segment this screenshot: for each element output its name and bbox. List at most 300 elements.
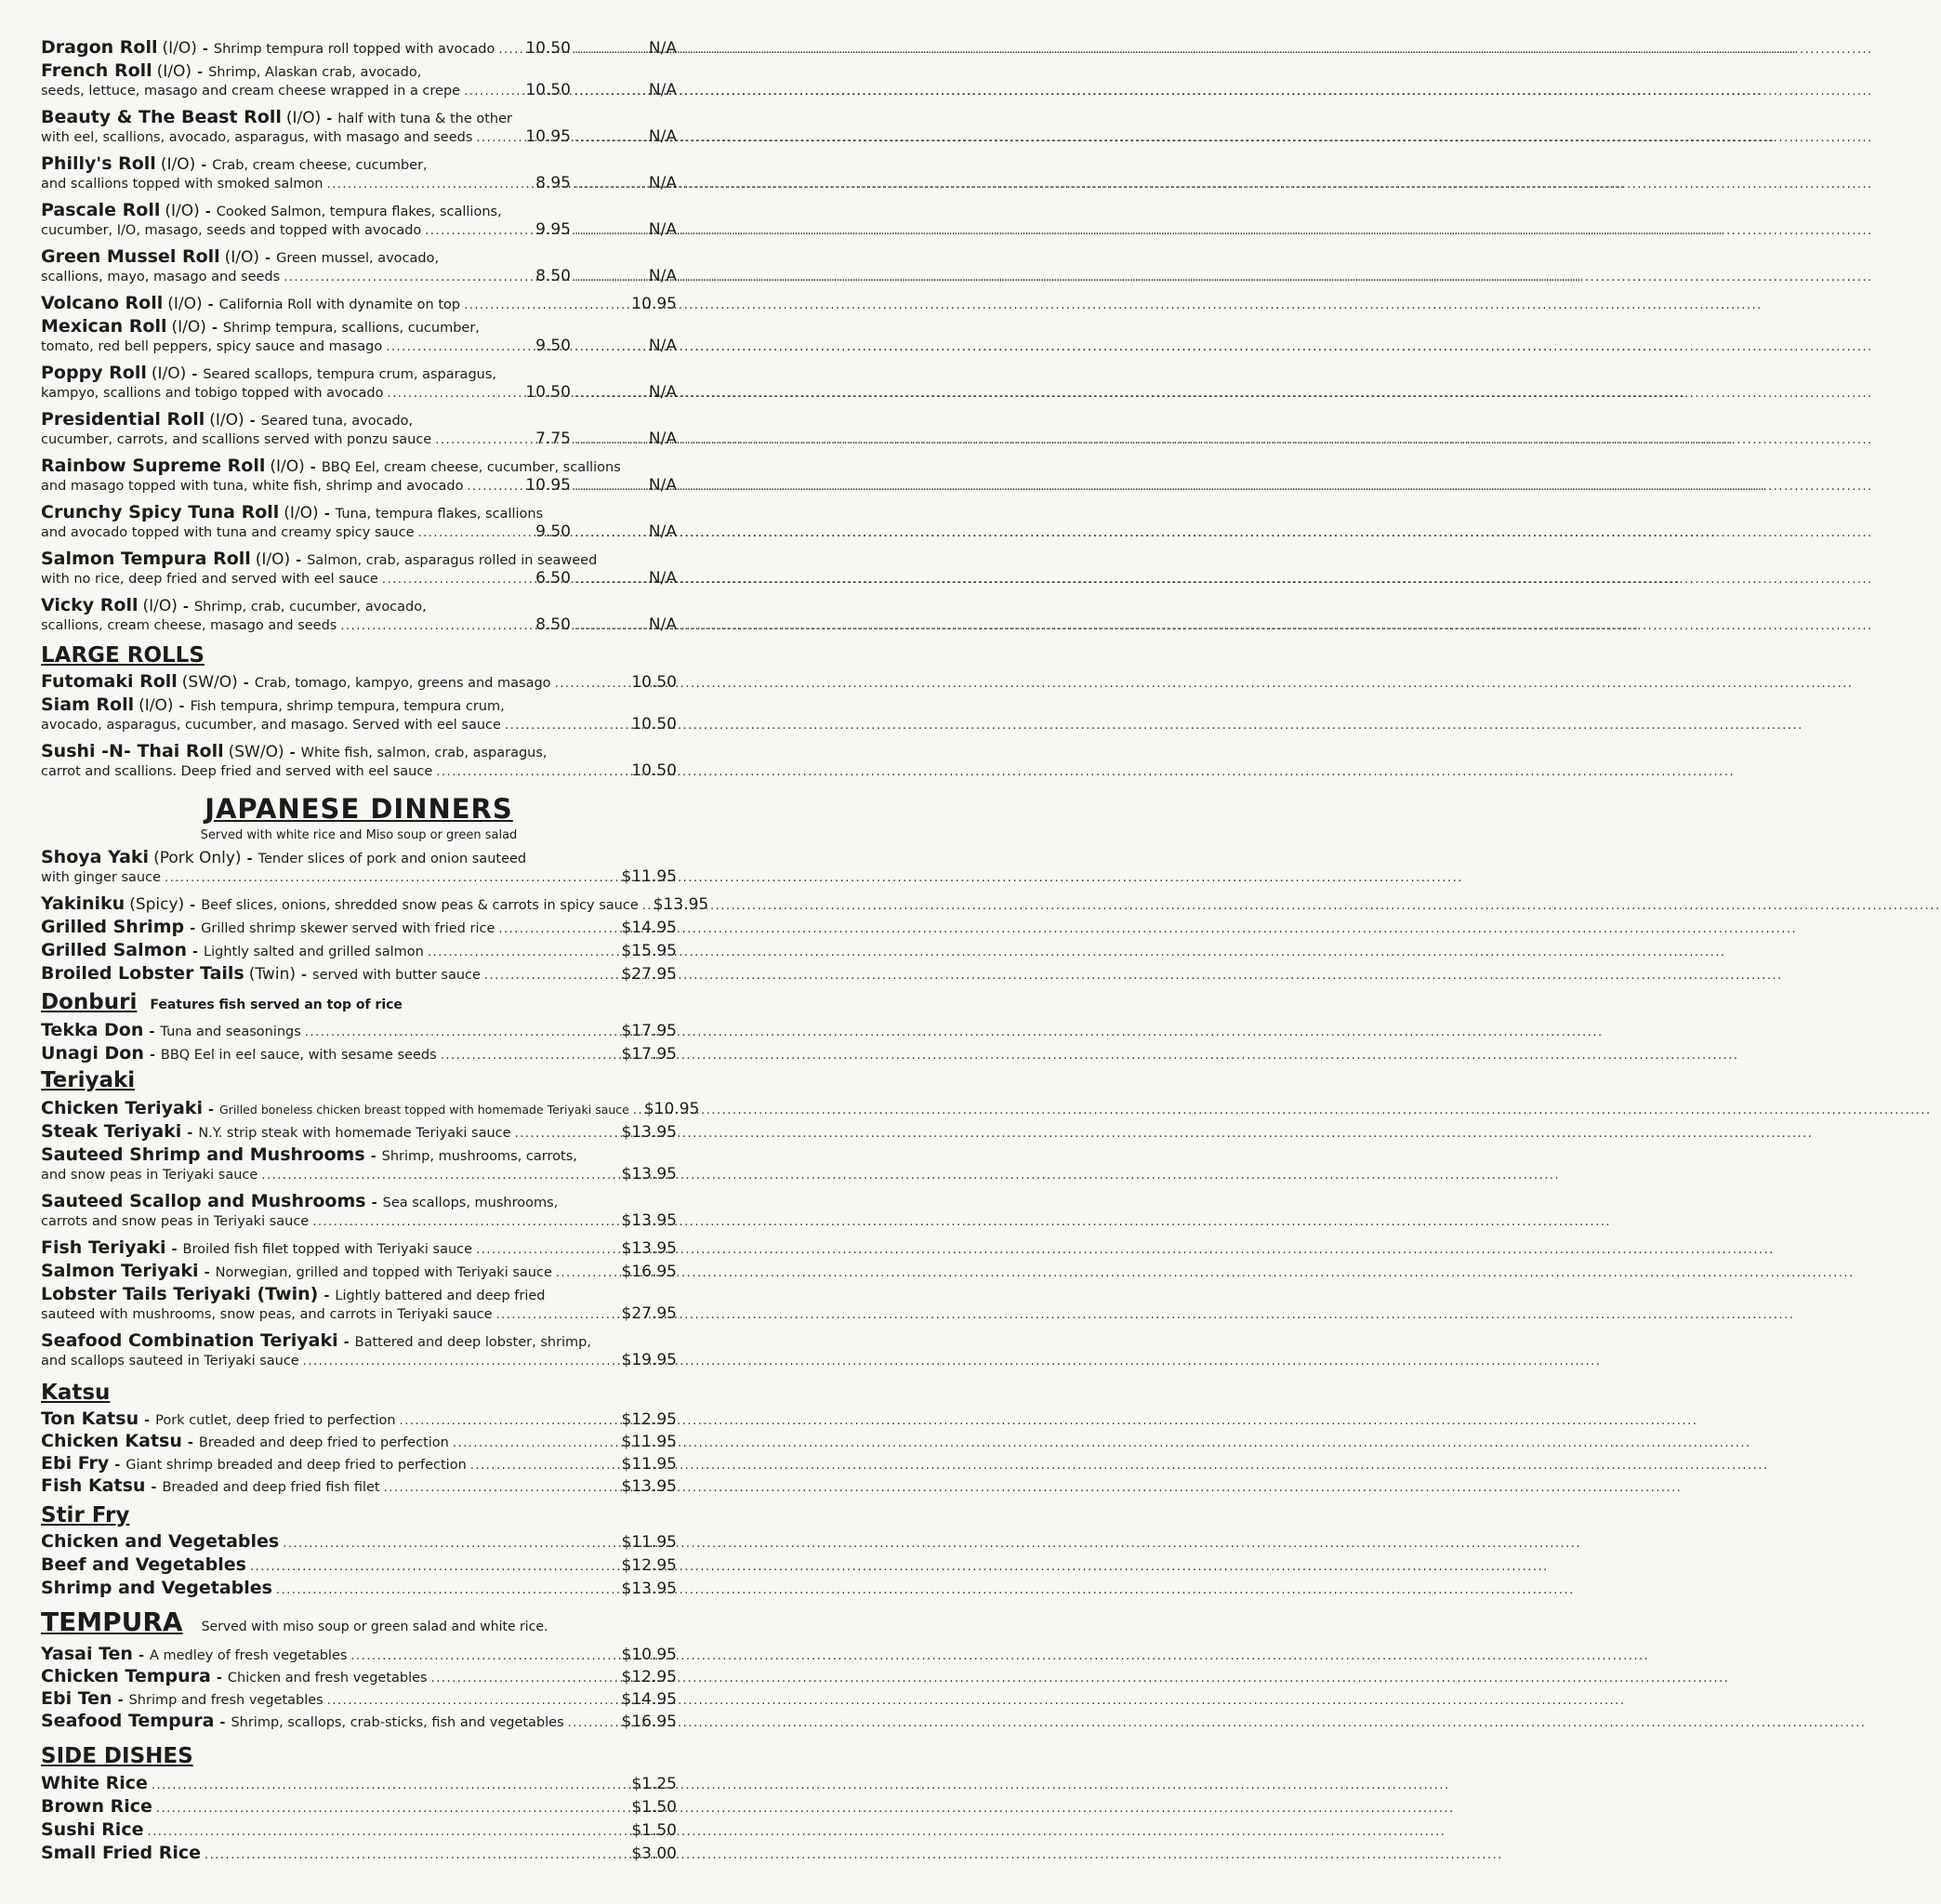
item-name: Dragon Roll [41,37,158,58]
item-separator: - [324,507,330,522]
item-line [41,1211,677,1230]
section-header-donburi-row [41,990,677,1014]
leader-dots [505,719,627,733]
item-line [41,174,677,192]
leader-dots [261,1169,617,1183]
item-separator: - [191,367,198,382]
leader-dots [498,922,617,936]
menu-item-salmon-tempura-roll [41,549,677,588]
menu-item-rainbow-supreme-roll [41,456,677,495]
leader-dots [418,526,512,540]
menu-item-chicken-tempura [41,1666,677,1686]
item-name: Ton Katsu [41,1408,139,1429]
item-price: 8.50 [535,267,571,285]
item-line [41,549,677,569]
item-price: 9.95 [535,220,571,239]
leader-dots [436,765,627,779]
leader-dots [574,271,640,284]
item-price: $12.95 [621,1556,677,1575]
item-tag: (I/O) [142,597,178,615]
item-line [41,246,677,267]
item-description: Fish tempura, shrimp tempura, tempura crum, [190,699,505,714]
menu-item-dragon-roll [41,37,677,58]
item-separator: - [205,205,211,219]
item-line [41,1666,677,1686]
item-line [41,1644,677,1664]
item-name: Chicken and Vegetables [41,1531,280,1552]
item-line [41,127,677,146]
item-price: $13.95 [621,1211,677,1230]
item-price: 10.50 [525,383,571,402]
item-tag: (I/O) [224,248,260,267]
leader-dots [574,619,640,633]
item-price: $11.95 [621,867,677,886]
leader-dots [574,526,640,540]
item-price: 10.50 [631,761,677,780]
item-description: Shrimp tempura, scallions, cucumber, [222,321,480,336]
leader-dots [633,1104,640,1117]
leader-dots [574,131,640,145]
item-price: 6.50 [535,569,571,588]
leader-dots [464,298,627,312]
item-line [41,761,677,780]
item-line [41,1144,677,1165]
leader-dots [384,1481,618,1495]
item-description: BBQ Eel in eel sauce, with sesame seeds [160,1048,437,1063]
item-tag: (Spicy) [129,895,185,914]
item-line [41,1453,677,1474]
item-price: $13.95 [621,1477,677,1496]
item-description-cont: cucumber, I/O, masago, seeds and topped with avocado [41,223,422,238]
section-header-katsu: Katsu [41,1381,111,1405]
item-price: $1.25 [631,1775,677,1793]
menu-item-steak-teriyaki [41,1121,677,1142]
item-price: 10.50 [525,81,571,99]
item-price: $14.95 [621,1690,677,1709]
section-header-large-rolls: LARGE ROLLS [41,643,205,668]
menu-item-pascale-roll [41,200,677,239]
item-description: Crab, tomago, kampyo, greens and masago [254,676,551,691]
item-line [41,847,677,867]
item-price: 8.50 [535,615,571,634]
section-header-tempura: TEMPURA [41,1606,183,1637]
item-description: Tender slices of pork and onion sauteed [257,852,527,866]
menu-item-chicken-and-vegetables [41,1531,677,1552]
menu-item-lobster-tails-teriyaki-twin [41,1284,677,1323]
item-tag: (SW/O) [181,673,238,692]
leader-dots [467,480,511,494]
item-price: $3.00 [631,1844,677,1863]
item-line [41,37,677,58]
item-line [41,1330,677,1351]
item-separator: - [249,414,256,429]
item-separator: - [187,1435,193,1450]
item-tag: (Twin) [248,965,296,984]
leader-dots [303,1355,618,1368]
item-price: $13.95 [653,895,709,914]
item-name: Seafood Combination Teriyaki [41,1330,338,1351]
menu-item-sushi-rice [41,1819,677,1840]
item-name: Yasai Ten [41,1644,133,1664]
item-line [41,1688,677,1709]
item-price: $27.95 [621,1304,677,1323]
leader-dots [431,1672,618,1686]
item-line [41,1819,677,1840]
item-name: Seafood Tempura [41,1711,215,1731]
item-price-alt: N/A [648,522,677,541]
item-price: 9.50 [535,522,571,541]
item-price: 7.75 [535,430,571,448]
item-price: 10.50 [525,39,571,58]
item-name: Presidential Roll [41,409,205,430]
leader-dots [574,433,640,447]
item-name: Lobster Tails Teriyaki (Twin) [41,1284,319,1304]
leader-dots [284,271,511,284]
item-price-alt: N/A [648,615,677,634]
item-line [41,267,677,285]
item-separator: - [207,298,214,312]
item-separator: - [197,65,204,80]
menu-item-siam-roll [41,694,677,734]
menu-item-green-mussel-roll [41,246,677,285]
item-description: Crab, cream cheese, cucumber, [212,158,428,173]
item-line [41,1531,677,1552]
item-description-cont: cucumber, carrots, and scallions served with ponzu sauce [41,432,432,447]
item-line [41,615,677,634]
item-price: 10.95 [525,127,571,146]
item-name: Salmon Teriyaki [41,1261,199,1281]
item-price: $11.95 [621,1433,677,1451]
item-separator: - [219,1715,226,1730]
item-separator: - [187,1126,193,1141]
item-description: Grilled boneless chicken breast topped with homemade Teriyaki sauce [219,1103,629,1117]
item-description: California Roll with dynamite on top [218,298,461,312]
menu-item-mexican-roll [41,316,677,355]
item-description-cont: with ginger sauce [41,870,162,885]
item-price: $15.95 [621,942,677,960]
leader-dots [555,677,628,691]
item-price-alt: N/A [648,337,677,355]
menu-item-seafood-combination-teriyaki [41,1330,677,1369]
leader-dots [250,1560,618,1574]
item-tag: (I/O) [285,109,322,127]
item-description-cont: and scallions topped with smoked salmon [41,177,324,192]
item-line [41,1431,677,1451]
leader-dots [327,1694,618,1708]
item-description-cont: carrot and scallions. Deep fried and served with eel sauce [41,764,433,779]
item-description: Lightly battered and deep fried [335,1289,546,1303]
menu-item-yakiniku [41,893,709,914]
item-description: half with tuna & the other [337,112,512,126]
item-line [41,1773,677,1793]
leader-dots [147,1825,627,1839]
item-line [41,293,677,313]
section-note: Features fish served an top of rice [150,998,403,1012]
item-name: Fish Teriyaki [41,1237,166,1258]
menu-item-seafood-tempura [41,1711,677,1731]
section-subtitle: Served with white rice and Miso soup or green salad [200,828,518,842]
item-line [41,1843,677,1863]
item-line [41,107,677,127]
item-line [41,1554,677,1575]
menu-item-ebi-ten [41,1688,677,1709]
item-line [41,694,677,715]
item-line [41,476,677,495]
item-tag: (I/O) [165,202,200,220]
menu-item-grilled-salmon [41,940,677,960]
item-tag: (I/O) [160,155,196,174]
item-line [41,715,677,734]
item-line [41,383,677,402]
item-tag: (I/O) [151,364,187,383]
item-line [41,430,677,448]
item-tag: (SW/O) [228,743,284,761]
menu-item-chicken-katsu [41,1431,677,1451]
menu-item-beauty-the-beast-roll [41,107,677,146]
item-separator: - [178,699,185,714]
item-description-cont: seeds, lettuce, masago and cream cheese wrapped in a crepe [41,84,461,99]
item-name: White Rice [41,1773,148,1793]
item-description: N.Y. strip steak with homemade Teriyaki sauce [198,1126,511,1141]
item-separator: - [201,158,207,173]
leader-dots [283,1537,617,1551]
item-price: $13.95 [621,1165,677,1183]
item-description: Seared scallops, tempura crum, asparagus, [203,367,496,382]
item-separator: - [246,852,253,866]
item-name: Brown Rice [41,1796,152,1817]
item-description-cont: kampyo, scallions and tobigo topped with avocado [41,386,384,401]
leader-dots [568,1716,618,1730]
leader-dots [305,1025,618,1039]
leader-dots [400,1414,618,1428]
item-line [41,595,677,615]
item-line [41,569,677,588]
item-description: Green mussel, avocado, [276,251,440,266]
item-separator: - [202,42,208,57]
item-name: Chicken Teriyaki [41,1098,203,1118]
item-name: Sushi Rice [41,1819,144,1840]
menu-item-beef-and-vegetables [41,1554,677,1575]
item-separator: - [192,945,199,959]
menu-item-french-roll [41,60,677,99]
item-description-cont: sauteed with mushrooms, snow peas, and carrots in Teriyaki sauce [41,1307,493,1322]
item-separator: - [310,460,316,475]
item-line [41,1098,700,1118]
item-line [41,940,677,960]
leader-dots [574,85,640,99]
item-name: Ebi Fry [41,1453,110,1474]
leader-dots [312,1215,617,1229]
item-name: French Roll [41,60,152,81]
item-line [41,671,677,692]
leader-dots [327,178,511,192]
item-description-cont: avocado, asparagus, cucumber, and masago. Served with eel sauce [41,718,501,733]
item-separator: - [243,676,249,691]
item-line [41,1261,677,1281]
menu-item-crunchy-spicy-tuna-roll [41,502,677,541]
leader-dots [441,1049,618,1063]
menu-item-ton-katsu [41,1408,677,1429]
leader-dots [484,969,618,983]
menu-item-grilled-shrimp [41,917,677,937]
leader-dots [470,1459,618,1473]
menu-item-sushi-n-thai-roll [41,741,677,780]
item-name: Yakiniku [41,893,125,914]
item-separator: - [138,1648,144,1663]
item-price-alt: N/A [648,383,677,402]
menu-item-shrimp-and-vegetables [41,1578,677,1598]
item-description: Tuna, tempura flakes, scallions [335,507,544,522]
section-header-donburi: Donburi [41,990,138,1014]
item-separator: - [149,1048,155,1063]
item-line [41,1578,677,1598]
item-price: $11.95 [621,1455,677,1474]
item-description-cont: and scallops sauteed in Teriyaki sauce [41,1354,299,1368]
item-separator: - [151,1480,157,1495]
leader-dots [386,340,511,354]
item-description: Giant shrimp breaded and deep fried to perfection [125,1458,467,1473]
item-separator: - [204,1265,210,1280]
item-tag: (I/O) [139,696,174,715]
item-tag: (I/O) [162,39,197,58]
item-line [41,963,677,984]
item-line [41,1237,677,1258]
leader-dots [350,1649,617,1663]
item-separator: - [171,1242,178,1257]
item-line [41,1351,677,1369]
leader-dots [498,43,511,57]
item-price: $16.95 [621,1263,677,1281]
item-separator: - [216,1671,222,1686]
item-name: Sauteed Shrimp and Mushrooms [41,1144,365,1165]
leader-dots [435,433,511,447]
item-tag: (I/O) [171,318,206,337]
menu-item-ebi-fry [41,1453,677,1474]
item-name: Tekka Don [41,1020,144,1040]
item-description-cont: scallions, cream cheese, masago and seeds [41,618,337,633]
section-note: Served with miso soup or green salad and white rice. [201,1620,548,1634]
leader-dots [574,387,640,401]
leader-dots [425,224,511,238]
section-header-side-dishes: SIDE DISHES [41,1744,193,1768]
item-description: Chicken and fresh vegetables [227,1671,428,1686]
item-price-alt: N/A [648,220,677,239]
item-line [41,1191,677,1211]
item-name: Green Mussel Roll [41,246,220,267]
item-separator: - [149,1025,155,1039]
leader-dots [152,1778,627,1792]
leader-dots [276,1583,618,1597]
item-description-cont: and snow peas in Teriyaki sauce [41,1168,258,1183]
item-name: Steak Teriyaki [41,1121,182,1142]
leader-dots [156,1802,627,1816]
item-price: 10.95 [631,295,677,313]
item-separator: - [182,600,189,615]
item-name: Crunchy Spicy Tuna Roll [41,502,280,522]
leader-dots [496,1308,618,1322]
item-line [41,200,677,220]
item-tag: (I/O) [255,550,291,569]
item-price: $16.95 [621,1712,677,1731]
item-price: $14.95 [621,919,677,937]
item-line [41,502,677,522]
leader-dots [464,85,511,99]
item-description: Sea scallops, mushrooms, [382,1196,559,1210]
item-description: Breaded and deep fried to perfection [198,1435,449,1450]
item-description-cont: with eel, scallions, avocado, asparagus, with masago and seeds [41,130,473,145]
item-tag: (I/O) [270,457,305,476]
item-description: Grilled shrimp skewer served with fried rice [201,921,495,936]
item-line [41,60,677,81]
item-line [41,1711,677,1731]
item-description: Shrimp, Alaskan crab, avocado, [208,65,422,80]
item-name: Beef and Vegetables [41,1554,246,1575]
item-line [41,917,677,937]
item-name: Rainbow Supreme Roll [41,456,266,476]
leader-dots [205,1848,627,1862]
item-description-cont: with no rice, deep fried and served with eel sauce [41,572,378,587]
item-description: served with butter sauce [312,968,481,983]
item-description: Lightly salted and grilled salmon [204,945,424,959]
item-price: $12.95 [621,1668,677,1686]
menu-item-chicken-teriyaki [41,1098,700,1118]
menu-item-shoya-yaki [41,847,677,886]
item-name: Shoya Yaki [41,847,150,867]
item-price: $19.95 [621,1351,677,1369]
item-description: Salmon, crab, asparagus rolled in seaweed [307,553,598,568]
item-price: $27.95 [621,965,677,984]
item-price-alt: N/A [648,476,677,495]
item-price: 9.50 [535,337,571,355]
item-price: 10.50 [631,673,677,692]
item-line [41,81,677,99]
menu-item-tekka-don [41,1020,677,1040]
item-line [41,220,677,239]
item-separator: - [296,553,302,568]
menu-item-fish-teriyaki [41,1237,677,1258]
item-tag: (I/O) [167,295,203,313]
item-line [41,153,677,174]
menu-item-salmon-teriyaki [41,1261,677,1281]
leader-dots [574,224,640,238]
item-separator: - [370,1149,376,1164]
item-separator: - [144,1413,151,1428]
menu-item-vicky-roll [41,595,677,634]
item-name: Philly's Roll [41,153,156,174]
item-line [41,409,677,430]
item-separator: - [117,1693,124,1708]
item-tag: (I/O) [284,504,319,522]
item-name: Small Fried Rice [41,1843,201,1863]
menu-item-sauteed-scallop-and-mushrooms [41,1191,677,1230]
item-separator: - [190,921,196,936]
leader-dots [642,899,650,913]
item-line [41,456,677,476]
item-description: Norwegian, grilled and topped with Teriyaki sauce [215,1265,552,1280]
menu-item-white-rice [41,1773,677,1793]
item-description-cont: tomato, red bell peppers, spicy sauce and masago [41,339,383,354]
item-line [41,893,709,914]
item-line [41,1408,677,1429]
menu-item-presidential-roll [41,409,677,448]
item-line [41,363,677,383]
item-price: 8.95 [535,174,571,192]
item-price-alt: N/A [648,569,677,588]
item-price-alt: N/A [648,174,677,192]
item-price-alt: N/A [648,267,677,285]
item-name: Shrimp and Vegetables [41,1578,272,1598]
item-description-cont: scallions, mayo, masago and seeds [41,270,281,284]
